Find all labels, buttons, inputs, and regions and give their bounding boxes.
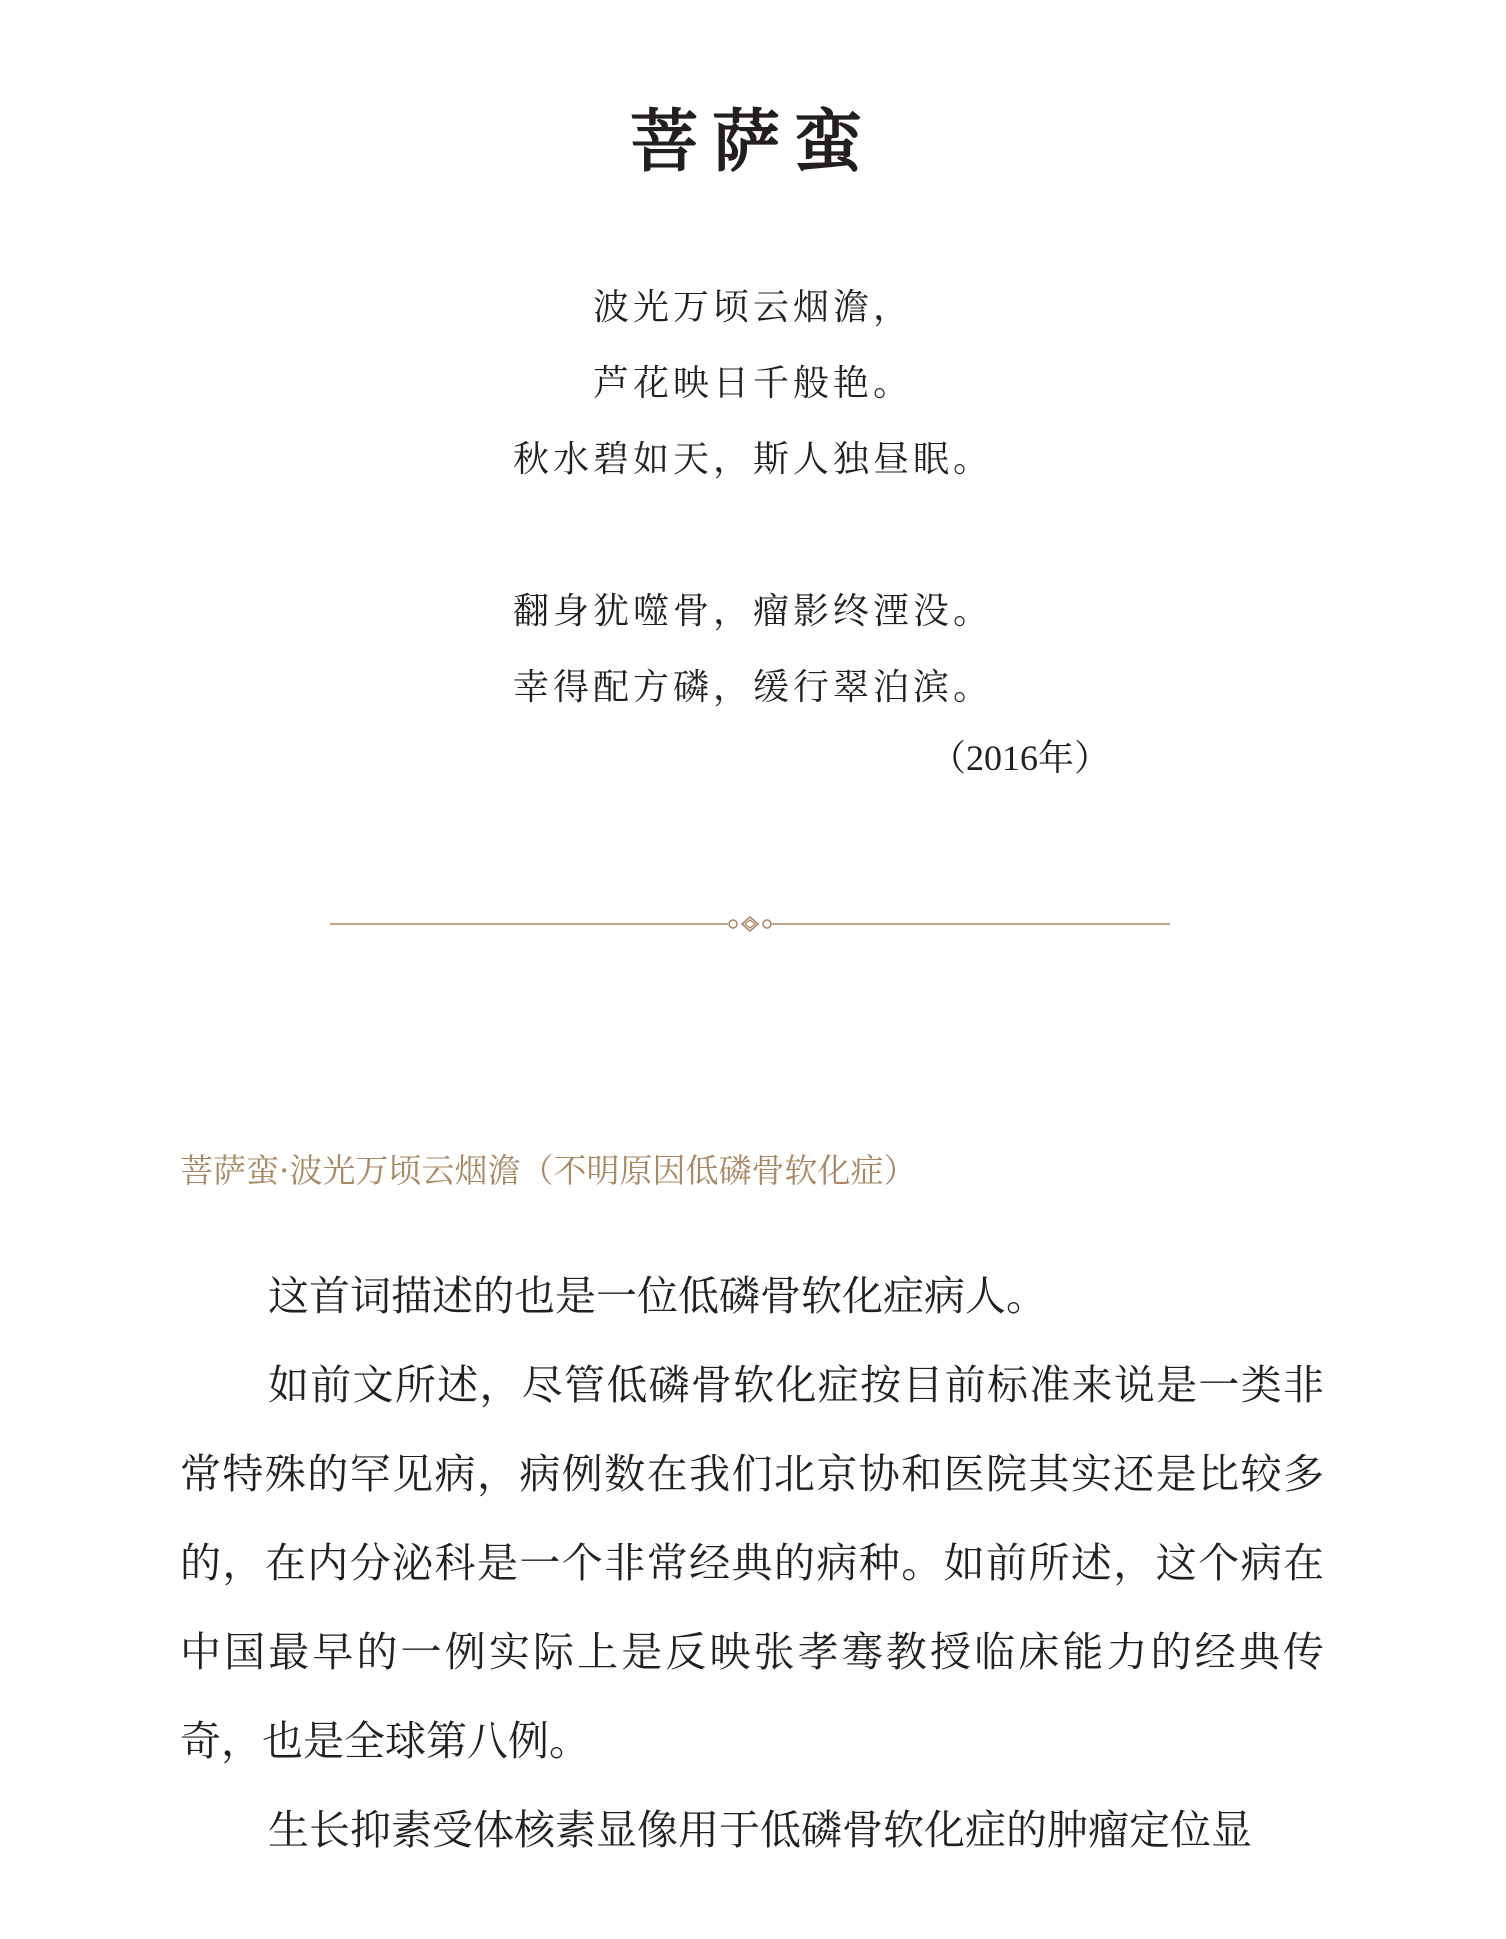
poem-date: （2016年） <box>930 738 1111 778</box>
paragraph: 生长抑素受体核素显像用于低磷骨软化症的肿瘤定位显 <box>268 1806 1252 1854</box>
poem-line: 波光万顷云烟澹， <box>592 287 913 328</box>
paragraph: 如前文所述，尽管低磷骨软化症按目前标准来说是一类非常特殊的罕见病，病例数在我们北京协和医院其实还是比较多的，在内分泌科是一个非常经典的病种。如前所述，这个病在中国最早的一例实际上是反映张孝骞教授临床能力的经典传奇，也是全球第八例。 <box>180 1361 1324 1765</box>
poem-line: 芦花映日千般艳。 <box>592 363 913 404</box>
poem-line: 幸得配方磷，缓行翠泊滨。 <box>512 667 993 708</box>
poem-line: 秋水碧如天，斯人独昼眠。 <box>512 439 993 480</box>
section-heading: 菩萨蛮·波光万顷云烟澹（不明原因低磷骨软化症） <box>180 1151 917 1190</box>
ornament-divider <box>330 912 1170 936</box>
body-text <box>180 1252 1324 1875</box>
poem-line: 翻身犹噬骨，瘤影终湮没。 <box>512 591 993 632</box>
paragraph: 这首词描述的也是一位低磷骨软化症病人。 <box>268 1272 1047 1320</box>
poem-title: 菩萨蛮 <box>629 102 876 182</box>
